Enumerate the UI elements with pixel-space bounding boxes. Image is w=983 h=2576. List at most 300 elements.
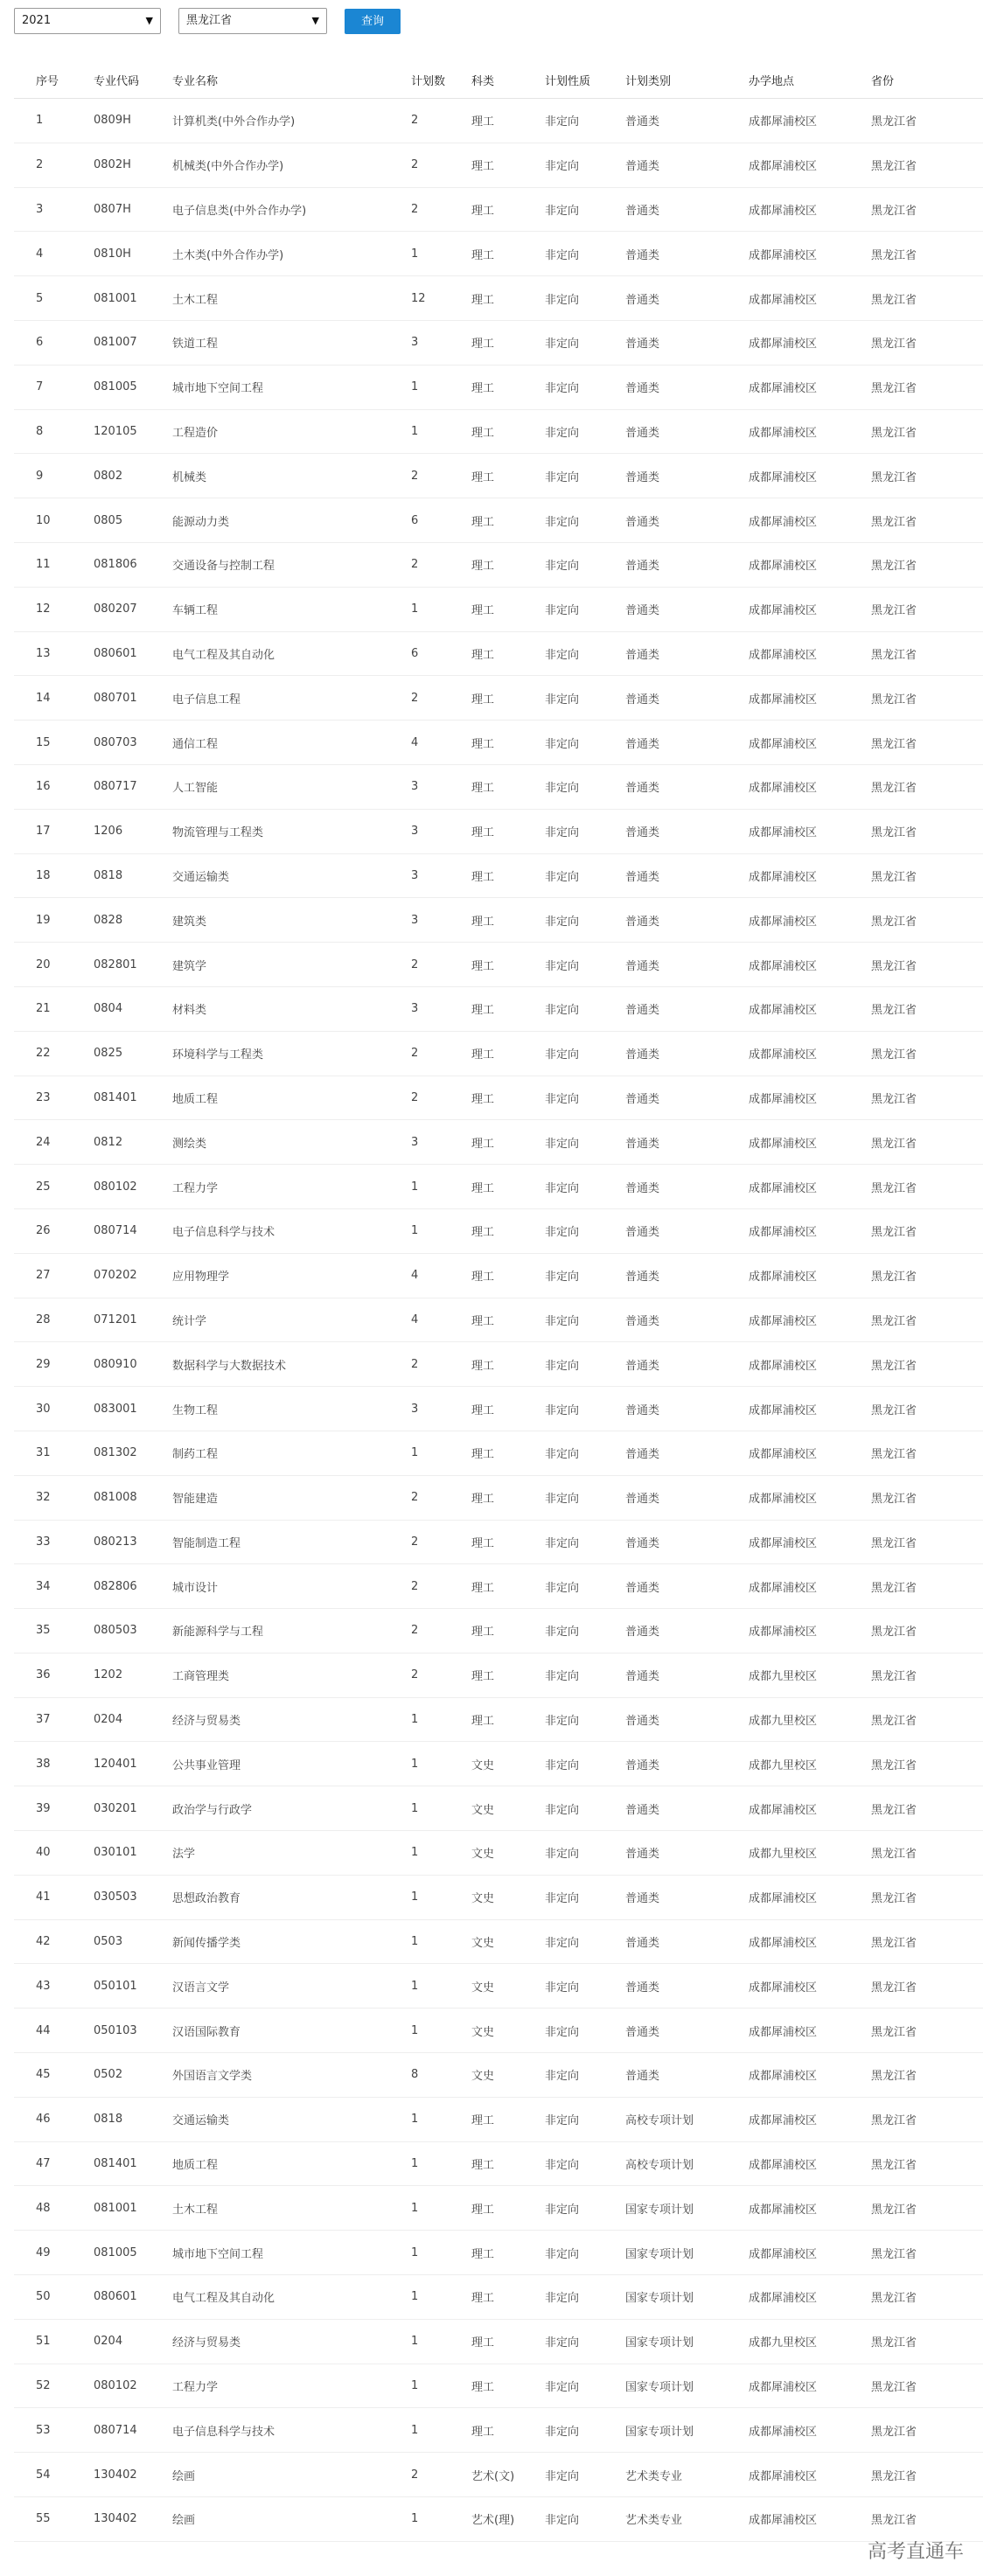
table-row (14, 543, 983, 588)
table-row (14, 2009, 983, 2053)
cell-major-name: 制药工程 (172, 1448, 219, 1462)
table-row (14, 2320, 983, 2364)
table-row (14, 810, 983, 854)
cell-major-code: 080601 (94, 646, 137, 660)
cell-campus: 成都犀浦校区 (749, 1937, 818, 1951)
cell-index: 30 (36, 1402, 51, 1416)
cell-major-code: 0828 (94, 913, 123, 927)
cell-major-name: 机械类 (172, 470, 207, 484)
cell-plan-category: 普通类 (625, 1758, 660, 1772)
cell-major-code: 080703 (94, 735, 137, 749)
cell-major-name: 工程力学 (172, 1181, 219, 1195)
cell-plan-nature: 非定向 (545, 1803, 580, 1817)
cell-province: 黑龙江省 (871, 2114, 917, 2128)
cell-major-code: 0825 (94, 1047, 123, 1061)
cell-index: 21 (36, 1002, 51, 1016)
cell-plan-count: 1 (411, 247, 419, 261)
cell-index: 7 (36, 380, 44, 394)
cell-plan-category: 普通类 (625, 1848, 660, 1862)
cell-plan-count: 2 (411, 202, 419, 216)
table-row (14, 99, 983, 143)
cell-subject: 艺术(文) (471, 2469, 515, 2483)
cell-campus: 成都九里校区 (749, 1758, 818, 1772)
cell-province: 黑龙江省 (871, 1004, 917, 1018)
cell-subject: 理工 (471, 2336, 495, 2350)
cell-plan-category: 普通类 (625, 737, 660, 751)
cell-index: 42 (36, 1935, 51, 1949)
cell-plan-nature: 非定向 (545, 1670, 580, 1684)
cell-subject: 理工 (471, 1048, 495, 1062)
cell-plan-nature: 非定向 (545, 1448, 580, 1462)
cell-index: 25 (36, 1180, 51, 1194)
table-row (14, 1521, 983, 1565)
cell-plan-nature: 非定向 (545, 1137, 580, 1151)
cell-plan-category: 普通类 (625, 1048, 660, 1062)
cell-plan-count: 1 (411, 1446, 419, 1460)
cell-plan-category: 普通类 (625, 382, 660, 396)
cell-plan-category: 普通类 (625, 1581, 660, 1595)
year-select[interactable] (14, 8, 161, 34)
cell-plan-category: 普通类 (625, 1937, 660, 1951)
cell-campus: 成都犀浦校区 (749, 248, 818, 262)
cell-index: 38 (36, 1757, 51, 1771)
cell-major-code: 081008 (94, 1491, 137, 1505)
cell-plan-category: 普通类 (625, 1670, 660, 1684)
cell-index: 24 (36, 1135, 51, 1149)
cell-major-code: 0204 (94, 2335, 123, 2349)
cell-campus: 成都犀浦校区 (749, 2070, 818, 2084)
cell-campus: 成都犀浦校区 (749, 382, 818, 396)
cell-plan-nature: 非定向 (545, 382, 580, 396)
cell-major-code: 1206 (94, 825, 123, 839)
cell-plan-category: 国家专项计划 (625, 2336, 694, 2350)
cell-campus: 成都犀浦校区 (749, 693, 818, 707)
cell-campus: 成都犀浦校区 (749, 1271, 818, 1285)
cell-plan-count: 1 (411, 2335, 419, 2349)
cell-plan-nature: 非定向 (545, 2381, 580, 2395)
cell-major-code: 1202 (94, 1668, 123, 1682)
cell-plan-category: 普通类 (625, 2025, 660, 2039)
cell-major-code: 0818 (94, 868, 123, 882)
cell-plan-category: 普通类 (625, 1403, 660, 1417)
table-row (14, 1786, 983, 1831)
cell-major-name: 建筑类 (172, 915, 207, 929)
cell-plan-category: 国家专项计划 (625, 2247, 694, 2261)
cell-major-name: 思想政治教育 (172, 1892, 241, 1906)
cell-plan-category: 普通类 (625, 560, 660, 574)
cell-subject: 理工 (471, 515, 495, 529)
cell-major-code: 0204 (94, 1713, 123, 1727)
cell-index: 34 (36, 1579, 51, 1593)
cell-province: 黑龙江省 (871, 1715, 917, 1729)
cell-plan-category: 普通类 (625, 515, 660, 529)
cell-campus: 成都犀浦校区 (749, 1536, 818, 1550)
province-select[interactable] (178, 8, 327, 34)
cell-subject: 理工 (471, 1715, 495, 1729)
cell-major-name: 地质工程 (172, 1092, 219, 1106)
table-row (14, 1564, 983, 1609)
cell-index: 20 (36, 957, 51, 971)
cell-major-code: 080213 (94, 1535, 137, 1549)
header-campus: 办学地点 (749, 74, 795, 88)
cell-major-name: 绘画 (172, 2514, 196, 2528)
cell-plan-count: 1 (411, 2512, 419, 2526)
cell-subject: 理工 (471, 782, 495, 796)
cell-province: 黑龙江省 (871, 515, 917, 529)
cell-plan-nature: 非定向 (545, 782, 580, 796)
cell-campus: 成都犀浦校区 (749, 782, 818, 796)
cell-major-name: 通信工程 (172, 737, 219, 751)
cell-campus: 成都犀浦校区 (749, 1892, 818, 1906)
cell-major-code: 080601 (94, 2290, 137, 2304)
cell-major-name: 地质工程 (172, 2159, 219, 2173)
cell-major-code: 080207 (94, 602, 137, 616)
table-row (14, 1032, 983, 1076)
cell-province: 黑龙江省 (871, 1803, 917, 1817)
cell-subject: 理工 (471, 693, 495, 707)
cell-plan-count: 2 (411, 691, 419, 705)
cell-province: 黑龙江省 (871, 2070, 917, 2084)
cell-province: 黑龙江省 (871, 1626, 917, 1640)
cell-province: 黑龙江省 (871, 915, 917, 929)
cell-plan-count: 1 (411, 1846, 419, 1860)
cell-plan-count: 4 (411, 735, 419, 749)
cell-plan-category: 普通类 (625, 1359, 660, 1373)
cell-major-name: 电子信息工程 (172, 693, 241, 707)
cell-campus: 成都犀浦校区 (749, 826, 818, 840)
cell-province: 黑龙江省 (871, 1937, 917, 1951)
cell-subject: 理工 (471, 2159, 495, 2173)
cell-plan-count: 1 (411, 2379, 419, 2393)
table-row (14, 1120, 983, 1165)
cell-major-code: 030201 (94, 1801, 137, 1815)
cell-index: 43 (36, 1979, 51, 1993)
cell-index: 22 (36, 1047, 51, 1061)
header-plan-count: 计划数 (411, 74, 446, 88)
cell-subject: 理工 (471, 1004, 495, 1018)
cell-index: 35 (36, 1624, 51, 1638)
cell-plan-count: 4 (411, 1312, 419, 1326)
cell-subject: 理工 (471, 1314, 495, 1328)
cell-index: 1 (36, 114, 44, 128)
cell-index: 47 (36, 2157, 51, 2171)
cell-plan-category: 普通类 (625, 1448, 660, 1462)
cell-plan-count: 3 (411, 336, 419, 350)
cell-campus: 成都犀浦校区 (749, 648, 818, 662)
cell-index: 49 (36, 2245, 51, 2259)
header-major-code: 专业代码 (94, 74, 140, 88)
cell-campus: 成都犀浦校区 (749, 1137, 818, 1151)
cell-province: 黑龙江省 (871, 870, 917, 884)
cell-major-name: 建筑学 (172, 959, 207, 973)
cell-index: 14 (36, 691, 51, 705)
table-row (14, 1698, 983, 1743)
cell-campus: 成都犀浦校区 (749, 160, 818, 174)
cell-plan-nature: 非定向 (545, 2247, 580, 2261)
cell-major-code: 080503 (94, 1624, 137, 1638)
cell-campus: 成都九里校区 (749, 1715, 818, 1729)
cell-major-code: 081005 (94, 2245, 137, 2259)
cell-plan-nature: 非定向 (545, 515, 580, 529)
cell-major-name: 新能源科学与工程 (172, 1626, 264, 1640)
cell-plan-nature: 非定向 (545, 2025, 580, 2039)
header-subject: 科类 (471, 74, 495, 88)
cell-subject: 理工 (471, 2203, 495, 2217)
cell-plan-count: 2 (411, 1047, 419, 1061)
table-row (14, 188, 983, 233)
cell-plan-nature: 非定向 (545, 1271, 580, 1285)
query-button[interactable]: 查询 (345, 9, 401, 34)
cell-campus: 成都犀浦校区 (749, 870, 818, 884)
cell-subject: 理工 (471, 1626, 495, 1640)
cell-index: 33 (36, 1535, 51, 1549)
cell-plan-category: 普通类 (625, 1803, 660, 1817)
cell-subject: 理工 (471, 1137, 495, 1151)
cell-plan-category: 普通类 (625, 1226, 660, 1240)
cell-major-code: 082801 (94, 957, 137, 971)
cell-major-name: 城市设计 (172, 1581, 219, 1595)
cell-campus: 成都犀浦校区 (749, 2469, 818, 2483)
enrollment-plan-table (14, 61, 983, 2542)
cell-province: 黑龙江省 (871, 1848, 917, 1862)
cell-plan-nature: 非定向 (545, 915, 580, 929)
cell-major-name: 电气工程及其自动化 (172, 2292, 275, 2306)
cell-major-name: 公共事业管理 (172, 1758, 241, 1772)
cell-plan-nature: 非定向 (545, 426, 580, 440)
cell-plan-count: 1 (411, 2157, 419, 2171)
header-index: 序号 (36, 74, 59, 88)
table-body (14, 99, 983, 2542)
cell-index: 44 (36, 2023, 51, 2037)
cell-major-code: 082806 (94, 1579, 137, 1593)
cell-plan-nature: 非定向 (545, 2292, 580, 2306)
cell-major-code: 050101 (94, 1979, 137, 1993)
cell-major-code: 070202 (94, 1269, 137, 1283)
cell-plan-category: 艺术类专业 (625, 2469, 683, 2483)
cell-major-code: 071201 (94, 1312, 137, 1326)
table-row (14, 366, 983, 410)
cell-subject: 理工 (471, 2381, 495, 2395)
cell-province: 黑龙江省 (871, 338, 917, 352)
cell-plan-nature: 非定向 (545, 2070, 580, 2084)
cell-campus: 成都犀浦校区 (749, 2247, 818, 2261)
cell-plan-nature: 非定向 (545, 737, 580, 751)
cell-subject: 文史 (471, 1803, 495, 1817)
table-row (14, 1920, 983, 1965)
table-row (14, 276, 983, 321)
cell-index: 26 (36, 1224, 51, 1238)
cell-province: 黑龙江省 (871, 2203, 917, 2217)
table-row (14, 854, 983, 899)
cell-major-name: 绘画 (172, 2469, 196, 2483)
cell-plan-nature: 非定向 (545, 2469, 580, 2483)
province-select-value: 黑龙江省 (186, 14, 233, 27)
cell-major-name: 生物工程 (172, 1403, 219, 1417)
cell-plan-nature: 非定向 (545, 1981, 580, 1995)
cell-major-name: 电气工程及其自动化 (172, 648, 275, 662)
cell-province: 黑龙江省 (871, 426, 917, 440)
cell-subject: 理工 (471, 1181, 495, 1195)
cell-subject: 理工 (471, 2247, 495, 2261)
cell-plan-category: 国家专项计划 (625, 2292, 694, 2306)
cell-province: 黑龙江省 (871, 1448, 917, 1462)
cell-major-name: 应用物理学 (172, 1271, 230, 1285)
cell-plan-count: 2 (411, 1090, 419, 1104)
cell-major-code: 0503 (94, 1935, 123, 1949)
cell-plan-count: 2 (411, 1491, 419, 1505)
cell-major-name: 土木工程 (172, 2203, 219, 2217)
cell-subject: 理工 (471, 737, 495, 751)
cell-campus: 成都犀浦校区 (749, 115, 818, 129)
cell-plan-count: 3 (411, 825, 419, 839)
table-row (14, 2453, 983, 2497)
cell-plan-count: 2 (411, 469, 419, 483)
cell-campus: 成都犀浦校区 (749, 737, 818, 751)
cell-province: 黑龙江省 (871, 1493, 917, 1507)
cell-plan-category: 普通类 (625, 1314, 660, 1328)
cell-subject: 文史 (471, 2025, 495, 2039)
cell-index: 46 (36, 2113, 51, 2127)
cell-major-name: 测绘类 (172, 1137, 207, 1151)
cell-plan-count: 2 (411, 1535, 419, 1549)
cell-index: 5 (36, 291, 44, 305)
cell-plan-count: 2 (411, 1579, 419, 1593)
cell-campus: 成都犀浦校区 (749, 338, 818, 352)
cell-major-name: 城市地下空间工程 (172, 2247, 264, 2261)
cell-major-name: 智能制造工程 (172, 1536, 241, 1550)
cell-subject: 理工 (471, 248, 495, 262)
cell-subject: 理工 (471, 115, 495, 129)
cell-subject: 理工 (471, 1448, 495, 1462)
cell-subject: 理工 (471, 959, 495, 973)
table-row (14, 1609, 983, 1654)
cell-index: 41 (36, 1890, 51, 1904)
cell-campus: 成都犀浦校区 (749, 2159, 818, 2173)
cell-plan-nature: 非定向 (545, 1181, 580, 1195)
cell-major-code: 081005 (94, 380, 137, 394)
cell-plan-category: 普通类 (625, 1536, 660, 1550)
cell-plan-nature: 非定向 (545, 2514, 580, 2528)
cell-major-name: 材料类 (172, 1004, 207, 1018)
cell-index: 55 (36, 2512, 51, 2526)
cell-province: 黑龙江省 (871, 1581, 917, 1595)
cell-subject: 理工 (471, 648, 495, 662)
cell-plan-category: 普通类 (625, 1004, 660, 1018)
cell-plan-count: 1 (411, 1801, 419, 1815)
cell-major-name: 法学 (172, 1848, 196, 1862)
cell-campus: 成都犀浦校区 (749, 1448, 818, 1462)
cell-index: 10 (36, 513, 51, 527)
cell-province: 黑龙江省 (871, 826, 917, 840)
cell-subject: 理工 (471, 1403, 495, 1417)
cell-plan-count: 1 (411, 1224, 419, 1238)
cell-plan-count: 3 (411, 913, 419, 927)
cell-plan-nature: 非定向 (545, 2336, 580, 2350)
cell-campus: 成都犀浦校区 (749, 560, 818, 574)
cell-plan-count: 6 (411, 646, 419, 660)
table-row (14, 410, 983, 455)
cell-plan-nature: 非定向 (545, 959, 580, 973)
cell-index: 53 (36, 2423, 51, 2437)
cell-campus: 成都犀浦校区 (749, 204, 818, 218)
table-header (14, 61, 983, 99)
cell-plan-category: 普通类 (625, 604, 660, 618)
cell-index: 52 (36, 2379, 51, 2393)
cell-campus: 成都犀浦校区 (749, 1359, 818, 1373)
table-row (14, 1831, 983, 1876)
cell-index: 17 (36, 825, 51, 839)
cell-subject: 理工 (471, 160, 495, 174)
cell-subject: 文史 (471, 1758, 495, 1772)
table-row (14, 2497, 983, 2542)
cell-province: 黑龙江省 (871, 2025, 917, 2039)
cell-plan-category: 普通类 (625, 204, 660, 218)
cell-plan-count: 1 (411, 2245, 419, 2259)
cell-campus: 成都犀浦校区 (749, 470, 818, 484)
cell-plan-category: 普通类 (625, 1092, 660, 1106)
cell-subject: 理工 (471, 204, 495, 218)
cell-plan-category: 高校专项计划 (625, 2114, 694, 2128)
cell-plan-count: 1 (411, 1979, 419, 1993)
cell-index: 2 (36, 158, 44, 172)
cell-campus: 成都犀浦校区 (749, 2292, 818, 2306)
cell-subject: 文史 (471, 1937, 495, 1951)
cell-province: 黑龙江省 (871, 2159, 917, 2173)
cell-plan-count: 12 (411, 291, 426, 305)
header-plan-nature: 计划性质 (545, 74, 591, 88)
cell-plan-nature: 非定向 (545, 1004, 580, 1018)
table-row (14, 676, 983, 721)
cell-province: 黑龙江省 (871, 1314, 917, 1328)
cell-plan-nature: 非定向 (545, 1892, 580, 1906)
cell-province: 黑龙江省 (871, 1758, 917, 1772)
header-plan-category: 计划类别 (625, 74, 672, 88)
year-select-value: 2021 (22, 14, 52, 27)
cell-major-name: 城市地下空间工程 (172, 382, 264, 396)
header-major-name: 专业名称 (172, 74, 219, 88)
cell-major-code: 081007 (94, 336, 137, 350)
cell-plan-nature: 非定向 (545, 338, 580, 352)
cell-major-code: 120105 (94, 424, 137, 438)
cell-subject: 理工 (471, 1226, 495, 1240)
cell-index: 28 (36, 1312, 51, 1326)
cell-index: 23 (36, 1090, 51, 1104)
cell-plan-nature: 非定向 (545, 604, 580, 618)
cell-plan-nature: 非定向 (545, 826, 580, 840)
cell-plan-nature: 非定向 (545, 2114, 580, 2128)
cell-plan-category: 普通类 (625, 160, 660, 174)
cell-plan-nature: 非定向 (545, 1314, 580, 1328)
cell-subject: 文史 (471, 1848, 495, 1862)
cell-province: 黑龙江省 (871, 1536, 917, 1550)
cell-plan-count: 1 (411, 2423, 419, 2437)
cell-subject: 艺术(理) (471, 2514, 515, 2528)
cell-subject: 理工 (471, 426, 495, 440)
cell-plan-nature: 非定向 (545, 2159, 580, 2173)
cell-plan-count: 2 (411, 114, 419, 128)
cell-major-name: 工商管理类 (172, 1670, 230, 1684)
cell-campus: 成都犀浦校区 (749, 2114, 818, 2128)
cell-plan-category: 普通类 (625, 959, 660, 973)
cell-plan-nature: 非定向 (545, 2203, 580, 2217)
cell-subject: 理工 (471, 338, 495, 352)
cell-subject: 理工 (471, 2292, 495, 2306)
cell-subject: 理工 (471, 870, 495, 884)
cell-plan-category: 普通类 (625, 1626, 660, 1640)
cell-index: 16 (36, 780, 51, 794)
cell-province: 黑龙江省 (871, 560, 917, 574)
cell-subject: 文史 (471, 1981, 495, 1995)
